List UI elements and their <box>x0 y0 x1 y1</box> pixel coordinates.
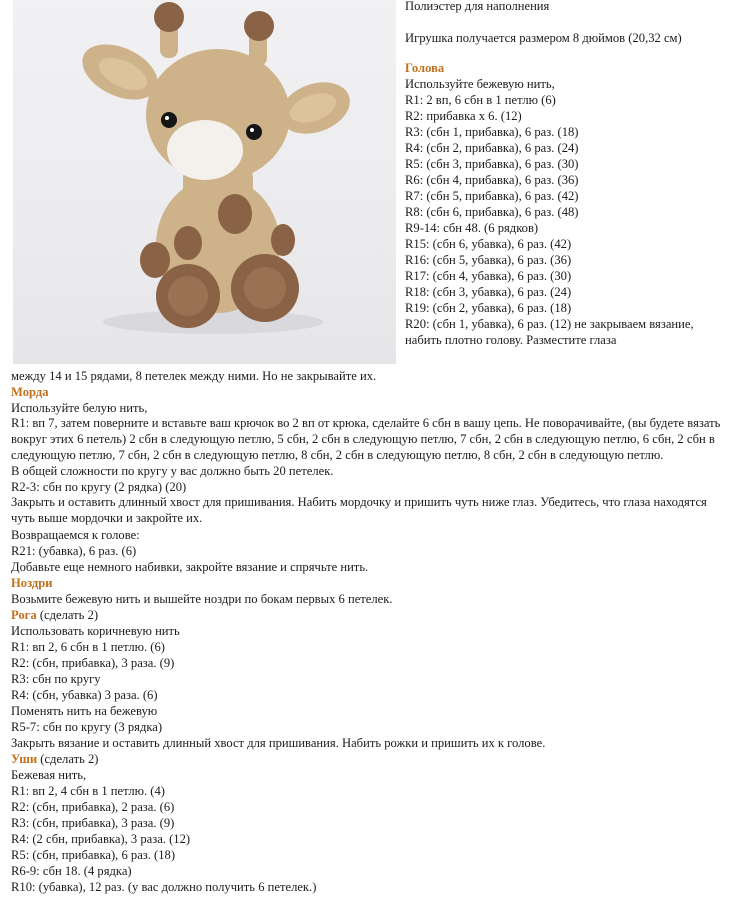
head-line: Используйте бежевую нить, <box>405 77 555 91</box>
ears-line: R5: (сбн, прибавка), 6 раз. (18) <box>11 847 176 862</box>
horns-line: R2: (сбн, прибавка), 3 раза. (9) <box>11 655 175 670</box>
horns-line: Использовать коричневую нить <box>11 623 180 638</box>
horn-left <box>154 2 184 58</box>
main-text <box>11 352 727 895</box>
head-section-title: Голова <box>405 61 445 75</box>
eye-right <box>246 124 262 140</box>
head-line: R3: (сбн 1, прибавка), 6 раз. (18) <box>405 125 579 139</box>
giraffe-toy-photo <box>13 0 396 364</box>
horns-line: R1: вп 2, 6 сбн в 1 петлю. (6) <box>11 639 165 654</box>
muzzle-line: R2-3: сбн по кругу (2 рядка) (20) <box>11 480 187 495</box>
ears-count: (сделать 2) <box>37 751 99 766</box>
nostrils-section-title: Ноздри <box>11 575 53 590</box>
head-line: R19: (сбн 2, убавка), 6 раз. (18) <box>405 301 572 315</box>
head-line: R4: (сбн 2, прибавка), 6 раз. (24) <box>405 141 579 155</box>
ears-line: R10: (убавка), 12 раз. (у вас должно получить 6 петелек.) <box>11 879 317 894</box>
horns-section-title: Рога <box>11 607 37 622</box>
horns-count: (сделать 2) <box>36 607 99 622</box>
eye-left <box>161 112 177 128</box>
head-line: R2: прибавка х 6. (12) <box>405 109 522 123</box>
ears-line: R2: (сбн, прибавка), 2 раза. (6) <box>11 799 175 814</box>
ears-line: R3: (сбн, прибавка), 3 раза. (9) <box>11 815 175 830</box>
head-line: R20: (сбн 1, убавка), 6 раз. (12) не закрываем вязание, набить плотно голову. Разместите глаза <box>405 317 694 347</box>
muzzle-line: Закрыть и оставить длинный хвост для пришивания. Набить мордочку и пришить чуть ниже глаз. Убедитесь, что глаза находятся чуть выше мордочки и закройте их. <box>11 495 707 526</box>
ears-line: R4: (2 сбн, прибавка), 3 раза. (12) <box>11 831 191 846</box>
head-line: R15: (сбн 6, убавка), 6 раз. (42) <box>405 237 572 251</box>
muzzle-line: В общей сложности по кругу у вас должно быть 20 петелек. <box>11 464 334 479</box>
head-line: R17: (сбн 4, убавка), 6 раз. (30) <box>405 269 572 283</box>
head-line: R16: (сбн 5, убавка), 6 раз. (36) <box>405 253 572 267</box>
horns-line: R3: сбн по кругу <box>11 671 101 686</box>
head-line: R6: (сбн 4, прибавка), 6 раз. (36) <box>405 173 579 187</box>
right-column <box>405 0 725 348</box>
muzzle-line: Возвращаемся к голове: <box>11 527 140 542</box>
ears-line: R6-9: сбн 18. (4 рядка) <box>11 863 132 878</box>
head-line: R5: (сбн 3, прибавка), 6 раз. (30) <box>405 157 579 171</box>
head-line: R7: (сбн 5, прибавка), 6 раз. (42) <box>405 189 579 203</box>
intro-line-2: Игрушка получается размером 8 дюймов (20,32 см) <box>405 31 682 45</box>
nostrils-line: Возьмите бежевую нить и вышейте ноздри по бокам первых 6 петелек. <box>11 591 393 606</box>
muzzle-line: Используйте белую нить, <box>11 401 148 415</box>
muzzle-line: R1: вп 7, затем поверните и вставьте ваш крючок во 2 вп от крюка, сделайте 6 сбн в вашу цепь. Не поворачивайте, (вы будете вязать вокруг этих 6 петель) 2 сбн в следующую петлю, 5 сбн, 2 сбн в следующую петлю, 7 сбн, 2 сбн в следующую петлю, 6 сбн, 2 сбн в следующую петлю, 7 сбн, 2 сбн в следующую петлю, 8 сбн, 2 сбн в следующую петлю, 8 сбн, 2 сбн в следующую петлю. <box>11 416 721 462</box>
horns-line: R5-7: сбн по кругу (3 рядка) <box>11 719 163 734</box>
ears-section-title: Уши <box>11 751 38 766</box>
head-line: R1: 2 вп, 6 сбн в 1 петлю (6) <box>405 93 556 107</box>
horns-line: Поменять нить на бежевую <box>11 703 158 718</box>
toy-muzzle <box>167 120 243 180</box>
horns-line: R4: (сбн, убавка) 3 раза. (6) <box>11 687 158 702</box>
ears-line: R1: вп 2, 4 сбн в 1 петлю. (4) <box>11 783 165 798</box>
muzzle-section-title: Морда <box>11 385 49 399</box>
muzzle-line: Добавьте еще немного набивки, закройте вязание и спрячьте нить. <box>11 559 369 574</box>
ears-line: Бежевая нить, <box>11 767 87 782</box>
head-line: R8: (сбн 6, прибавка), 6 раз. (48) <box>405 205 579 219</box>
head-continuation: между 14 и 15 рядами, 8 петелек между ними. Но не закрывайте их. <box>11 369 377 383</box>
ears-section-header <box>11 751 727 767</box>
head-line: R18: (сбн 3, убавка), 6 раз. (24) <box>405 285 572 299</box>
head-line: R9-14: сбн 48. (6 рядков) <box>405 221 539 235</box>
horns-line: Закрыть вязание и оставить длинный хвост для пришивания. Набить рожки и пришить их к голове. <box>11 735 546 750</box>
intro-line-1: Полиэстер для наполнения <box>405 0 550 13</box>
horns-section-header <box>11 607 727 623</box>
muzzle-line: R21: (убавка), 6 раз. (6) <box>11 543 137 558</box>
